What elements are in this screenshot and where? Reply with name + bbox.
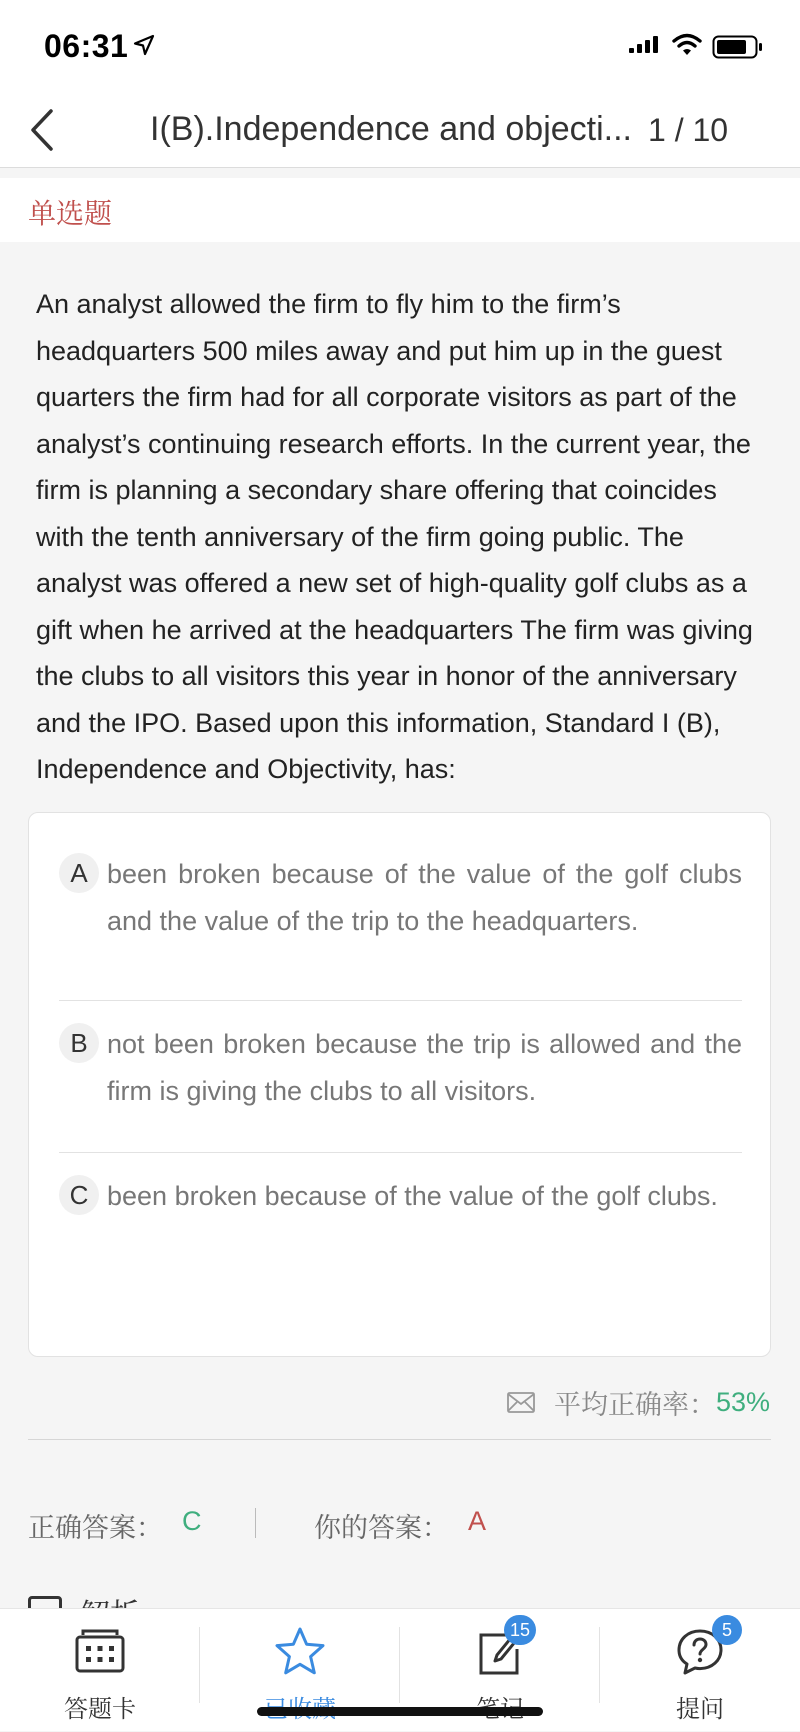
tab-label: 提问: [676, 1696, 724, 1723]
questions-count-badge: 5: [712, 1615, 742, 1645]
option-b[interactable]: [59, 1021, 742, 1153]
question-type-label: 单选题: [28, 198, 113, 229]
answer-separator: [255, 1508, 256, 1538]
option-text: been broken because of the value of the golf clubs.: [107, 1181, 718, 1211]
envelope-icon: [506, 1389, 536, 1415]
home-indicator: [257, 1707, 543, 1716]
star-icon: [273, 1625, 327, 1679]
divider: [28, 1439, 771, 1440]
status-bar: [0, 0, 800, 92]
answer-row: [0, 1486, 800, 1562]
page-title: I(B).Independence and objecti...: [150, 110, 632, 148]
option-text: not been broken because the trip is allowed and the firm is giving the clubs to all visitors.: [107, 1029, 742, 1106]
nav-bar: [0, 92, 800, 168]
option-c[interactable]: [59, 1173, 742, 1273]
options-card: [28, 812, 771, 1357]
option-text: been broken because of the value of the golf clubs and the value of the trip to the headquarters.: [107, 859, 742, 936]
answer-sheet-icon: [73, 1625, 127, 1679]
wifi-icon: [672, 32, 702, 58]
accuracy-value: 53%: [715, 1386, 770, 1417]
tab-answer-sheet[interactable]: [0, 1609, 200, 1732]
correct-answer-value: C: [182, 1506, 202, 1536]
tab-ask[interactable]: [600, 1609, 800, 1732]
option-a[interactable]: [59, 851, 742, 1001]
location-arrow-icon: [133, 34, 155, 56]
question-type-bar: [0, 178, 800, 242]
option-letter: C: [59, 1175, 99, 1215]
average-accuracy: [506, 1382, 770, 1422]
status-time: 06:31: [44, 28, 129, 64]
question-counter: 1 / 10: [648, 112, 729, 148]
option-letter: A: [59, 853, 99, 893]
accuracy-label: 平均正确率：: [553, 1389, 716, 1420]
your-answer-value: A: [468, 1506, 487, 1536]
correct-answer-label: 正确答案：: [28, 1513, 163, 1543]
tab-label: 答题卡: [64, 1696, 136, 1723]
chevron-left-icon: [29, 108, 55, 152]
your-answer-label: 你的答案：: [314, 1513, 449, 1543]
question-stem: An analyst allowed the firm to fly him to the firm’s headquarters 500 miles away and put him up in the guest quarters the firm had for all corporate visitors as part of the analyst’s continuing research efforts. In the current year, the firm is planning a secondary share offering that coincides with the tenth anniversary of the firm going public. The analyst was offered a new set of high-quality golf clubs as a gift when he arrived at the headquarters The firm was giving the clubs to all visitors this year in honor of the anniversary and the IPO. Based upon this information, Standard I (B), Independence and Objectivity, has:: [36, 289, 753, 784]
battery-icon: [712, 35, 764, 59]
notes-count-badge: 15: [504, 1615, 536, 1645]
back-button[interactable]: [22, 104, 62, 156]
option-letter: B: [59, 1023, 99, 1063]
cellular-signal-icon: [628, 34, 662, 58]
